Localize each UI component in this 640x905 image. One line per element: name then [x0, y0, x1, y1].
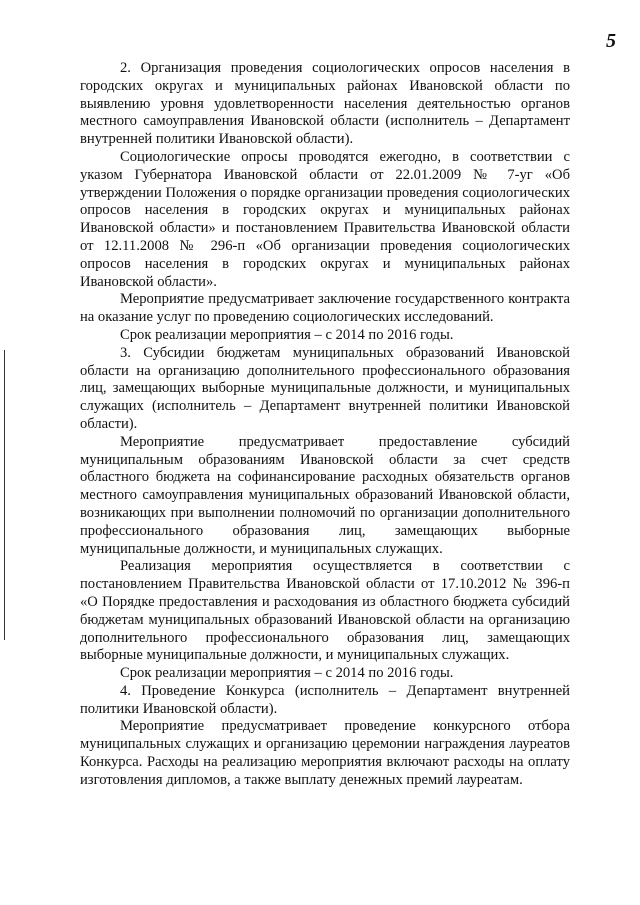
- paragraph: Мероприятие предусматривает предоставление субсидий муниципальным образованиям Ивановской области за счет средств областного бюджета на софинансирование расходных обязательств органов местного самоуправления муниципальных образований Ивановской области, возникающих при выполнении полномочий по организации дополнительного профессионального образования лиц, замещающих выборные муниципальные должности, и муниципальных служащих.: [80, 433, 570, 557]
- paragraph: 4. Проведение Конкурса (исполнитель – Департамент внутренней политики Ивановской области).: [80, 682, 570, 717]
- paragraph: Мероприятие предусматривает проведение конкурсного отбора муниципальных служащих и организацию церемонии награждения лауреатов Конкурса. Расходы на реализацию мероприятия включают расходы на оплату изготовления дипломов, а также выплату денежных премий лауреатам.: [80, 718, 570, 788]
- document-body: [80, 60, 570, 790]
- paragraph: Срок реализации мероприятия – с 2014 по 2016 годы.: [120, 326, 454, 343]
- paragraph: Срок реализации мероприятия – с 2014 по 2016 годы.: [120, 665, 454, 682]
- paragraph: 3. Субсидии бюджетам муниципальных образований Ивановской области на организацию дополнительного профессионального образования лиц, замещающих выборные муниципальные должности, и муниципальных служащих (исполнитель – Департамент внутренней политики Ивановской области).: [80, 344, 570, 432]
- paragraph: 2. Организация проведения социологических опросов населения в городских округах и муниципальных районах Ивановской области по выявлению уровня удовлетворенности населения деятельностью органов местного самоуправления Ивановской области (исполнитель – Департамент внутренней политики Ивановской области).: [80, 60, 570, 148]
- page-number: 5: [606, 30, 616, 52]
- paragraph: Социологические опросы проводятся ежегодно, в соответствии с указом Губернатора Ивановской области от 22.01.2009 № 7-уг «Об утверждении Положения о порядке организации проведения социологических опросов населения в городских округах и муниципальных районах Ивановской области» и постановлением Правительства Ивановской области от 12.11.2008 № 296-п «Об организации проведения социологических опросов населения в городских округах и муниципальных районах Ивановской области».: [80, 148, 570, 290]
- margin-line: [4, 350, 5, 640]
- paragraph: Мероприятие предусматривает заключение государственного контракта на оказание услуг по проведению социологических исследований.: [80, 291, 570, 326]
- paragraph: Реализация мероприятия осуществляется в соответствии с постановлением Правительства Ивановской области от 17.10.2012 № 396-п «О Порядке предоставления и расходования из областного бюджета субсидий бюджетам муниципальных образований Ивановской области на организацию дополнительного профессионального образования лиц, замещающих выборные муниципальные должности, и муниципальных служащих.: [80, 558, 570, 664]
